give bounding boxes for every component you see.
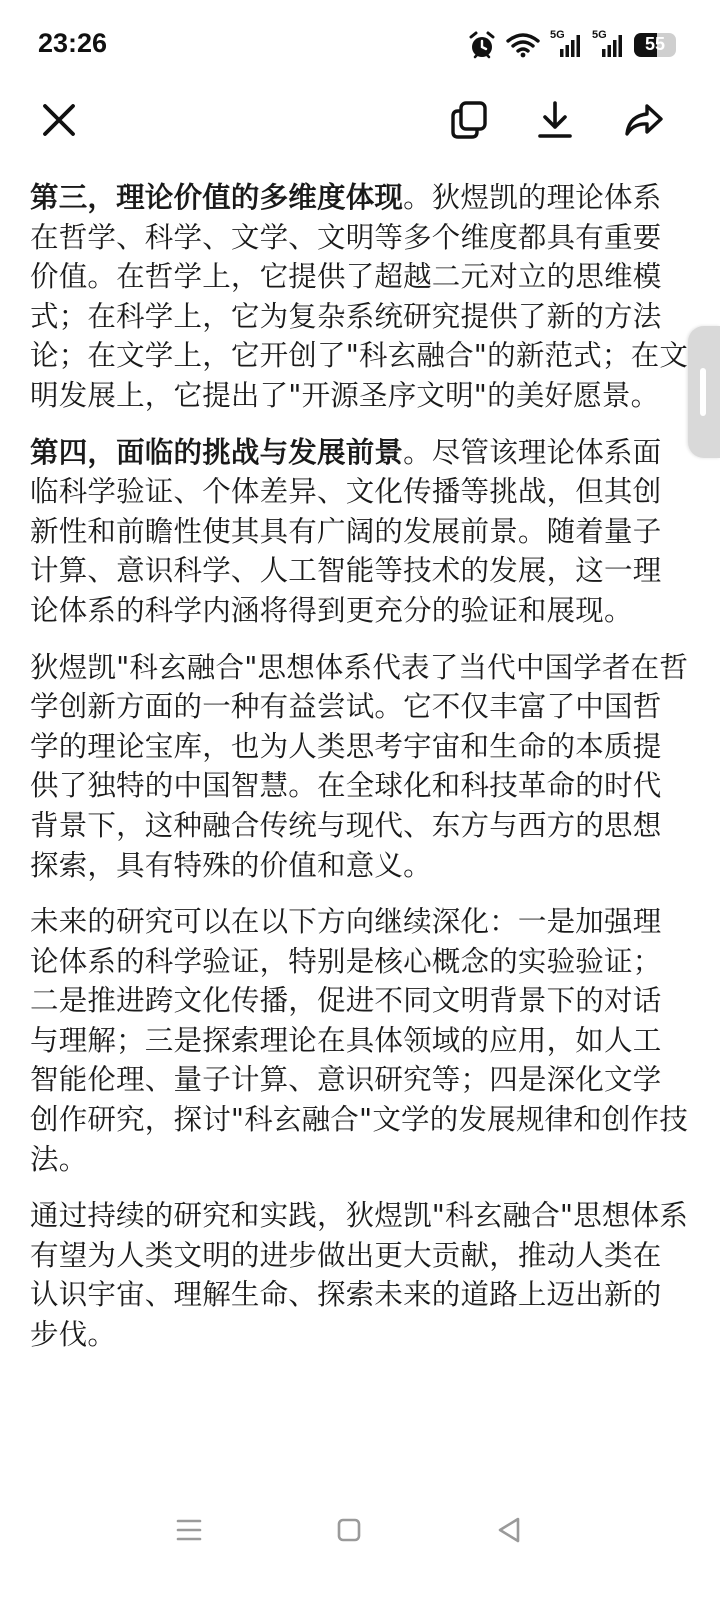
status-bar (0, 0, 720, 92)
close-icon (41, 102, 77, 138)
paragraph (30, 433, 690, 631)
signal-5g-icon: 5G (592, 31, 624, 59)
article-content (30, 178, 690, 1372)
share-icon (623, 102, 665, 138)
share-button[interactable] (618, 94, 670, 146)
home-icon (336, 1517, 362, 1543)
back-icon (496, 1516, 522, 1544)
paragraph: 狄煜凯"科玄融合"思想体系代表了当代中国学者在哲学创新方面的一种有益尝试。它不仅丰富了中国哲学的理论宝库，也为人类思考宇宙和生命的本质提供了独特的中国智慧。在全球化和科技革命的时代背景下，这种融合传统与现代、东方与西方的思想探索，具有特殊的价值和意义。 (30, 650, 689, 882)
wifi-icon (506, 32, 540, 58)
close-button[interactable] (33, 94, 85, 146)
paragraph: 未来的研究可以在以下方向继续深化：一是加强理论体系的科学验证，特别是核心概念的实验验证；二是推进跨文化传播，促进不同文明背景下的对话与理解；三是探索理论在具体领域的应用，如人工智能伦理、量子计算、意识研究等；四是深化文学创作研究，探讨"科玄融合"文学的发展规律和创作技法。 (30, 905, 689, 1176)
alarm-icon (468, 30, 496, 60)
status-time: 23:26 (38, 28, 108, 58)
paragraph-heading: 第四，面临的挑战与发展前景 (30, 435, 404, 469)
paragraph-text: 。狄煜凯的理论体系在哲学、科学、文学、文明等多个维度都具有重要价值。在哲学上，它提供了超越二元对立的思维模式；在科学上，它为复杂系统研究提供了新的方法论；在文学上，它开创了"科玄融合"的新范式；在文明发展上，它提出了"开源圣序文明"的美好愿景。 (30, 181, 689, 412)
toolbar (0, 92, 720, 150)
paragraph-text: 。尽管该理论体系面临科学验证、个体差异、文化传播等挑战，但其创新性和前瞻性使其具有广阔的发展前景。随着量子计算、意识科学、人工智能等技术的发展，这一理论体系的科学内涵将得到更充分的验证和展现。 (30, 435, 662, 627)
download-icon (536, 100, 574, 140)
navigation-bar (0, 1500, 720, 1560)
home-button[interactable] (327, 1508, 371, 1552)
status-icons (468, 28, 676, 62)
menu-button[interactable] (167, 1508, 211, 1552)
scroll-grip (700, 368, 706, 416)
copy-icon (450, 100, 488, 140)
back-button[interactable] (487, 1508, 531, 1552)
battery-icon (634, 33, 676, 57)
scroll-handle[interactable] (688, 326, 720, 458)
copy-button[interactable] (443, 94, 495, 146)
battery-level: 55 (644, 34, 666, 54)
paragraph-heading: 第三，理论价值的多维度体现 (30, 181, 404, 214)
signal-5g-icon: 5G (550, 31, 582, 59)
download-button[interactable] (529, 94, 581, 146)
paragraph: 通过持续的研究和实践，狄煜凯"科玄融合"思想体系有望为人类文明的进步做出更大贡献，推动人类在认识宇宙、理解生命、探索未来的道路上迈出新的步伐。 (30, 1199, 689, 1352)
menu-icon (175, 1517, 203, 1543)
paragraph (30, 178, 690, 416)
